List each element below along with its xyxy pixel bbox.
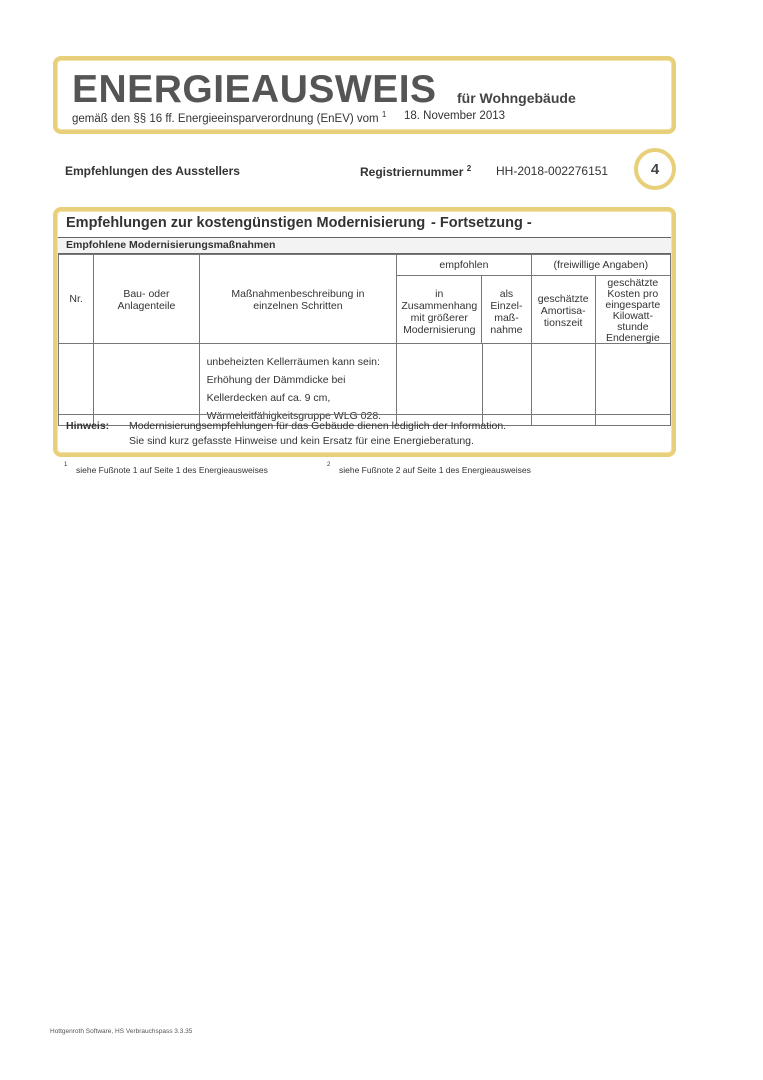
header-empfohlen: empfohlen [397,255,530,276]
regulation-date: 18. November 2013 [404,110,506,122]
header-freiwillig-sub [532,276,670,343]
measures-table [58,254,671,426]
header-description-text [200,255,397,312]
aussteller-label: Empfehlungen des Ausstellers [65,164,240,178]
page-number: 4 [650,160,660,178]
footnote-1-mark: 1 [64,462,68,468]
ha-line1: geschätzte [537,293,589,305]
hk-line4: Kilowatt- [612,310,653,322]
registration-number: HH-2018-002276151 [496,164,609,178]
header-einzelmassnahme [482,276,530,343]
hk-line1: geschätzte [607,277,659,289]
desc-line2: Erhöhung der Dämmdicke bei [206,374,346,386]
hz-line3: mit größerer [410,312,468,324]
section-title: Empfehlungen zur kostengünstigen Modernisierung [66,215,426,231]
hinweis-section [58,414,671,450]
section-continuation: - Fortsetzung - [431,215,532,231]
page-number-badge [634,148,676,190]
software-credit: Hottgenroth Software, HS Verbrauchspass 3.3.35 [50,1028,193,1035]
hk-line5: stunde [617,321,649,333]
header-freiwillig-group [531,255,670,344]
hk-line3: eingesparte [605,299,661,311]
header-kosten [596,276,670,343]
hz-line2: Zusammenhang [401,300,478,312]
header-description-line2: einzelnen Schritten [253,300,343,312]
header-in-zusammenhang [397,276,482,343]
header-nr-text: Nr. [69,293,83,305]
hinweis-text-line1: Modernisierungsempfehlungen für das Gebäude dienen lediglich der Information. [129,420,507,432]
header-bauteile-line2: Anlagenteile [117,300,176,312]
header-description [199,255,397,344]
hk-line2: Kosten pro [607,288,659,300]
header-bauteile [94,255,199,344]
header-empfohlen-group [397,255,531,344]
hinweis-text-line2: Sie sind kurz gefasste Hinweise und kein Ersatz für eine Energieberatung. [129,435,474,447]
header-amortisation [532,276,596,343]
desc-line1: unbeheizten Kellerräumen kann sein: [206,356,380,368]
hk-line6: Endenergie [605,332,660,344]
footnote-2-text: siehe Fußnote 2 auf Seite 1 des Energieausweises [339,465,531,475]
registration-footnote-mark: 2 [466,164,472,173]
hz-line4: Modernisierung [403,324,476,336]
registration-label-text: Registriernummer [360,165,464,179]
he-line1: als [499,288,514,300]
document-subtitle: für Wohngebäude [457,90,576,106]
hinweis-label: Hinweis: [66,420,110,432]
ha-line2: Amortisa- [540,305,586,317]
footnote-1-text: siehe Fußnote 1 auf Seite 1 des Energieausweises [76,465,268,475]
header-bauteile-text [94,255,198,312]
he-line3: maß- [494,312,519,324]
desc-line3: Kellerdecken auf ca. 9 cm, [206,392,331,404]
measures-heading: Empfohlene Modernisierungsmaßnahmen [58,237,671,254]
header-empfohlen-sub [397,276,530,343]
header-freiwillig: (freiwillige Angaben) [532,255,670,276]
header-description-line1: Maßnahmenbeschreibung in [231,288,365,300]
desc-line4: Wärmeleitfähigkeitsgruppe WLG 028. [206,410,382,422]
he-line2: Einzel- [490,300,523,312]
regulation-line [72,110,386,125]
he-line4: nahme [490,324,523,336]
measure-description [200,344,397,425]
ha-line3: tionszeit [543,317,583,329]
document-title: ENERGIEAUSWEIS [72,68,437,111]
hz-line1: in [435,288,444,300]
registration-label [360,164,471,179]
regulation-text: gemäß den §§ 16 ff. Energieeinsparverordnung (EnEV) vom [72,112,379,125]
regulation-footnote-mark: 1 [381,110,387,119]
table-header-row [59,255,671,344]
footnote-2-mark: 2 [327,462,331,468]
header-nr [59,255,94,344]
header-bauteile-line1: Bau- oder [123,288,170,300]
